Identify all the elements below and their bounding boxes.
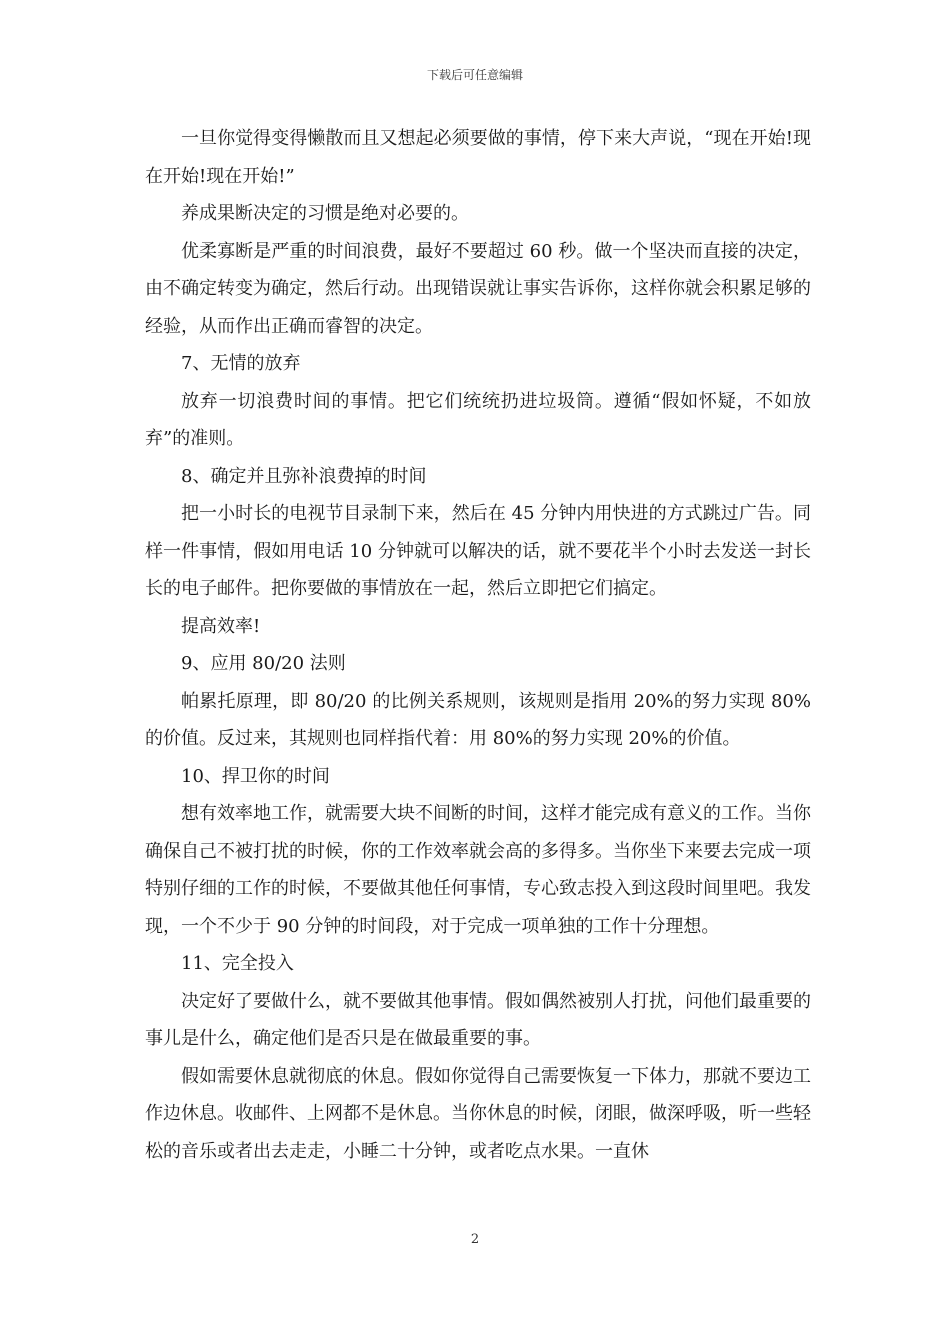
document-body <box>145 120 811 1170</box>
paragraph: 决定好了要做什么，就不要做其他事情。假如偶然被别人打扰，问他们最重要的事儿是什么，确定他们是否只是在做最重要的事。 <box>145 990 811 1049</box>
section-heading: 8、确定并且弥补浪费掉的时间 <box>181 465 427 487</box>
paragraph: 放弃一切浪费时间的事情。把它们统统扔进垃圾筒。遵循“假如怀疑，不如放弃”的准则。 <box>145 390 811 449</box>
paragraph: 养成果断决定的习惯是绝对必要的。 <box>181 203 469 224</box>
paragraph: 想有效率地工作，就需要大块不间断的时间，这样才能完成有意义的工作。当你确保自己不被打扰的时候，你的工作效率就会高的多得多。当你坐下来要去完成一项特别仔细的工作的时候，不要做其他任何事情，专心致志投入到这段时间里吧。我发现，一个不少于 90 分钟的时间段，对于完成一项单独的工作十分理想。 <box>145 803 811 937</box>
page-number: 2 <box>470 1232 480 1247</box>
paragraph: 一旦你觉得变得懒散而且又想起必须要做的事情，停下来大声说，“现在开始!现在开始!现在开始!” <box>145 128 811 187</box>
paragraph: 假如需要休息就彻底的休息。假如你觉得自己需要恢复一下体力，那就不要边工作边休息。收邮件、上网都不是休息。当你休息的时候，闭眼，做深呼吸，听一些轻松的音乐或者出去走走，小睡二十分钟，或者吃点水果。一直休 <box>145 1065 811 1162</box>
section-heading: 10、捍卫你的时间 <box>181 765 330 787</box>
paragraph: 提高效率! <box>181 615 261 637</box>
paragraph: 帕累托原理，即 80/20 的比例关系规则，该规则是指用 20%的努力实现 80%的价值。反过来，其规则也同样指代着：用 80%的努力实现 20%的价值。 <box>145 690 811 749</box>
paragraph: 优柔寡断是严重的时间浪费，最好不要超过 60 秒。做一个坚决而直接的决定，由不确定转变为确定，然后行动。出现错误就让事实告诉你，这样你就会积累足够的经验，从而作出正确而睿智的决定。 <box>145 240 811 337</box>
section-heading: 9、应用 80/20 法则 <box>181 653 346 674</box>
paragraph: 把一小时长的电视节目录制下来，然后在 45 分钟内用快进的方式跳过广告。同样一件事情，假如用电话 10 分钟就可以解决的话，就不要花半个小时去发送一封长长的电子邮件。把你要做的事情放在一起，然后立即把它们搞定。 <box>145 503 811 599</box>
page-header: 下载后可任意编辑 <box>426 68 523 82</box>
section-heading: 11、完全投入 <box>181 953 294 974</box>
section-heading: 7、无情的放弃 <box>181 353 301 374</box>
